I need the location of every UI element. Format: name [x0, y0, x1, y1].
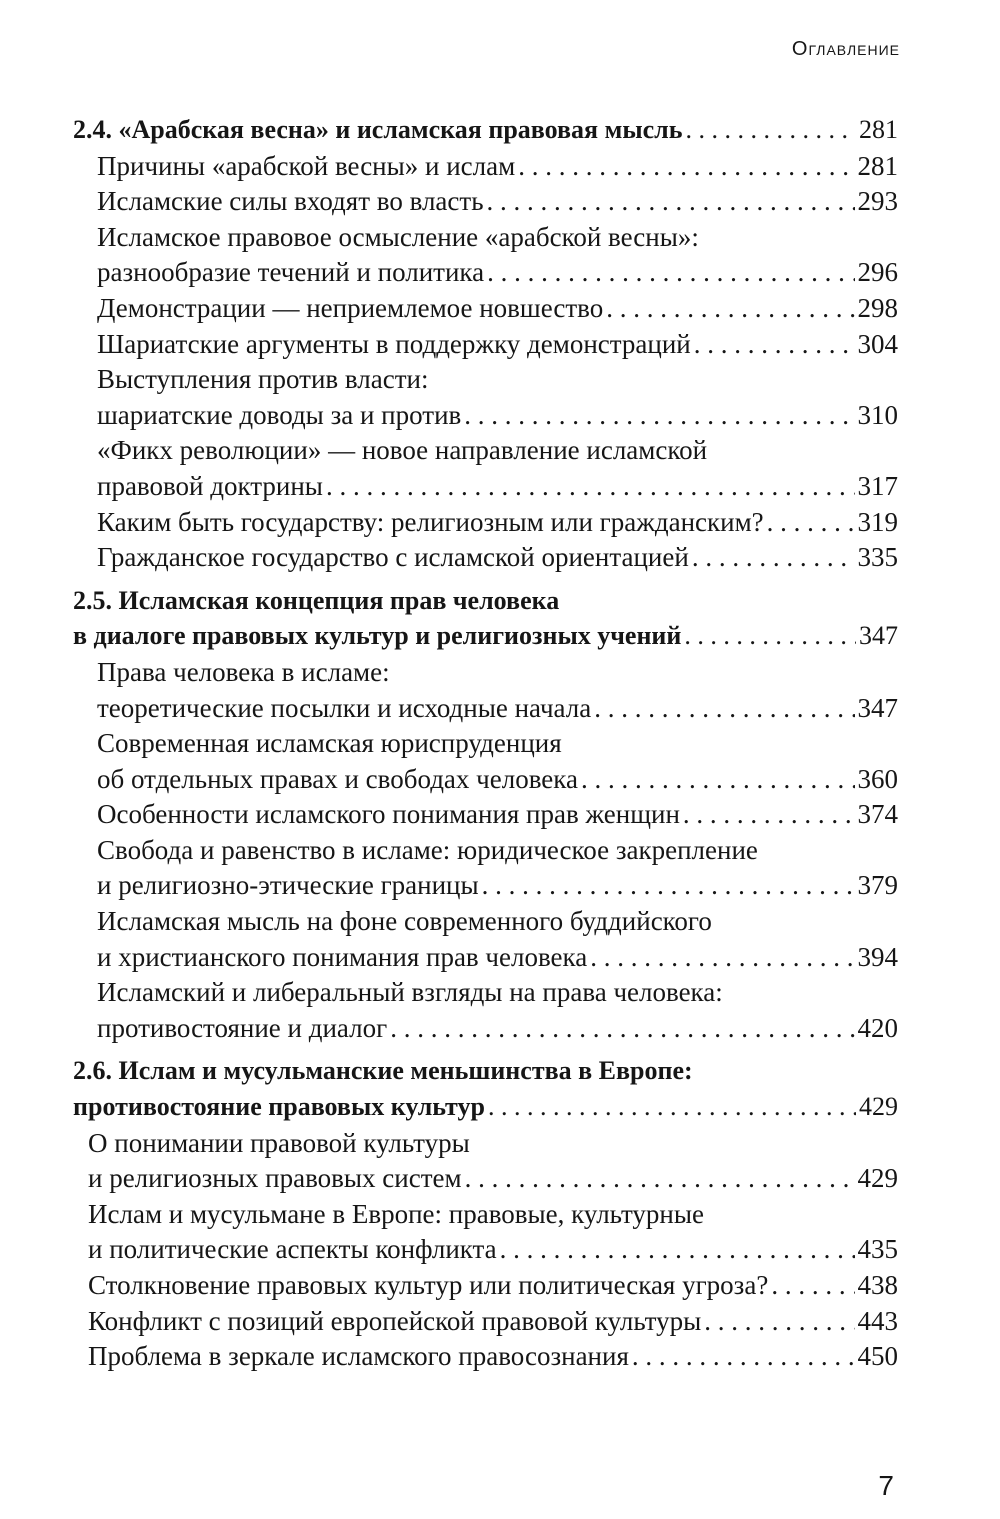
- toc-line: [0, 539, 1000, 575]
- entry-title-text: Гражданское государство с исламской ориентацией: [97, 542, 689, 573]
- toc-line: [0, 219, 1000, 255]
- toc-entry: [0, 796, 1000, 832]
- dot-leader: [500, 1231, 855, 1267]
- entry-title-text: Права человека в исламе:: [97, 656, 390, 687]
- entry-title-text: Проблема в зеркале исламского правосознания: [88, 1341, 629, 1372]
- toc-line: [0, 1231, 1000, 1267]
- page-ref: 293: [857, 186, 898, 217]
- dot-leader: [684, 618, 856, 654]
- page-ref: 310: [857, 399, 898, 430]
- toc-line-content: [97, 690, 898, 726]
- dot-leader: [464, 397, 854, 433]
- page-ref: 429: [859, 1092, 898, 1122]
- toc-line-content: [73, 112, 898, 148]
- toc-entry: [0, 219, 1000, 290]
- toc-line: [0, 725, 1000, 761]
- dot-leader: [487, 183, 855, 219]
- dot-leader: [704, 1303, 854, 1339]
- toc-line: [0, 1053, 1000, 1089]
- toc-entry: [0, 1303, 1000, 1339]
- dot-leader: [390, 1010, 854, 1046]
- page-ref: 429: [857, 1163, 898, 1194]
- entry-title-text: и религиозно-этические границы: [97, 870, 479, 901]
- toc-line: [0, 974, 1000, 1010]
- entry-title-text: Ислам и мусульмане в Европе: правовые, культурные: [88, 1198, 704, 1229]
- entry-title-text: теоретические посылки и исходные начала: [97, 692, 592, 723]
- toc-line-content: [97, 254, 898, 290]
- toc-line-content: [97, 654, 390, 690]
- running-head: Оглавление: [791, 38, 900, 60]
- entry-title-text: об отдельных правах и свободах человека: [97, 763, 578, 794]
- entry-title-text: и политические аспекты конфликта: [88, 1234, 497, 1265]
- section-title-text: 2.5. Исламская концепция прав человека: [73, 585, 560, 615]
- toc-line: [0, 432, 1000, 468]
- toc-line: [0, 1267, 1000, 1303]
- toc-line: [0, 1010, 1000, 1046]
- toc-line: [0, 504, 1000, 540]
- toc-entry: [0, 361, 1000, 432]
- entry-title-text: шариатские доводы за и против: [97, 399, 462, 430]
- section-title-text: в диалоге правовых культур и религиозных учений: [73, 621, 682, 651]
- entry-title-text: Свобода и равенство в исламе: юридическое закрепление: [97, 834, 758, 865]
- toc-line: [0, 654, 1000, 690]
- page-ref: 298: [857, 292, 898, 323]
- toc-entry: [0, 1338, 1000, 1374]
- entry-title-text: правовой доктрины: [97, 470, 323, 501]
- toc-line: [0, 761, 1000, 797]
- section-title-text: 2.4. «Арабская весна» и исламская правовая мысль: [73, 115, 683, 144]
- toc-line-content: [97, 796, 898, 832]
- dot-leader: [683, 796, 855, 832]
- entry-title-text: Исламское правовое осмысление «арабской весны»:: [97, 221, 699, 252]
- page-ref: 374: [857, 799, 898, 830]
- dot-leader: [326, 468, 855, 504]
- section-title-text: 2.6. Ислам и мусульманские меньшинства в Европе:: [73, 1056, 693, 1086]
- entry-title-text: и христианского понимания прав человека: [97, 941, 588, 972]
- toc-line-content: [97, 725, 562, 761]
- dot-leader: [518, 148, 854, 184]
- toc-entry: [0, 725, 1000, 796]
- toc-line-content: [97, 939, 898, 975]
- entry-title-text: Выступления против власти:: [97, 364, 429, 395]
- toc-line-content: [97, 326, 898, 362]
- toc-line: [0, 1089, 1000, 1125]
- section-heading: [0, 583, 1000, 654]
- toc-line-content: [97, 867, 898, 903]
- entry-title-text: Современная исламская юриспруденция: [97, 728, 562, 759]
- section-gap: [0, 575, 1000, 583]
- dot-leader: [482, 867, 855, 903]
- toc-line: [0, 583, 1000, 619]
- dot-leader: [632, 1338, 855, 1374]
- entry-title-text: Причины «арабской весны» и ислам: [97, 150, 516, 181]
- page-ref: 347: [859, 621, 898, 651]
- toc-line-content: [97, 539, 898, 575]
- toc-line-content: [88, 1231, 898, 1267]
- toc-entry: [0, 504, 1000, 540]
- toc-line: [0, 903, 1000, 939]
- table-of-contents: [0, 112, 1000, 1374]
- page-ref: 335: [857, 542, 898, 573]
- toc-entry: [0, 1196, 1000, 1267]
- toc-line-content: [97, 974, 723, 1010]
- section-heading: [0, 1053, 1000, 1124]
- section-heading: [0, 112, 1000, 148]
- entry-title-text: О понимании правовой культуры: [88, 1127, 470, 1158]
- page-ref: 317: [857, 470, 898, 501]
- toc-line-content: [97, 903, 712, 939]
- dot-leader: [767, 504, 855, 540]
- entry-title-text: Конфликт с позиций европейской правовой культуры: [88, 1305, 702, 1336]
- toc-line: [0, 618, 1000, 654]
- dot-leader: [771, 1267, 854, 1303]
- toc-line-content: [88, 1267, 898, 1303]
- entry-title-text: Каким быть государству: религиозным или гражданским?: [97, 506, 764, 537]
- entry-title-text: Демонстрации — неприемлемое новшество: [97, 292, 604, 323]
- toc-line-content: [97, 432, 707, 468]
- dot-leader: [606, 290, 854, 326]
- toc-entry: [0, 974, 1000, 1045]
- toc-entry: [0, 654, 1000, 725]
- toc-line: [0, 1160, 1000, 1196]
- entry-title-text: Исламский и либеральный взгляды на права человека:: [97, 977, 723, 1008]
- toc-entry: [0, 432, 1000, 503]
- entry-title-text: и религиозных правовых систем: [88, 1163, 462, 1194]
- toc-line-content: [97, 290, 898, 326]
- page-ref: 438: [857, 1270, 898, 1300]
- toc-line: [0, 1303, 1000, 1339]
- toc-line: [0, 361, 1000, 397]
- toc-line-content: [97, 761, 898, 797]
- dot-leader: [487, 254, 854, 290]
- dot-leader: [581, 761, 855, 797]
- toc-line-content: [97, 361, 428, 397]
- toc-line-content: [88, 1160, 898, 1196]
- toc-line-content: [97, 148, 898, 184]
- toc-entry: [0, 1267, 1000, 1303]
- toc-entry: [0, 148, 1000, 184]
- toc-line-content: [73, 1053, 693, 1089]
- toc-line-content: [88, 1338, 898, 1374]
- dot-leader: [488, 1089, 856, 1125]
- page-ref: 281: [857, 150, 898, 181]
- toc-line: [0, 112, 1000, 148]
- dot-leader: [594, 690, 854, 726]
- toc-line: [0, 326, 1000, 362]
- entry-title-text: Шариатские аргументы в поддержку демонстраций: [97, 328, 691, 359]
- page-ref: 394: [857, 941, 898, 972]
- dot-leader: [686, 112, 857, 148]
- toc-line: [0, 397, 1000, 433]
- page-ref: 347: [857, 692, 898, 723]
- toc-line: [0, 468, 1000, 504]
- toc-line-content: [88, 1196, 704, 1232]
- toc-line: [0, 1125, 1000, 1161]
- toc-line-content: [97, 183, 898, 219]
- toc-entry: [0, 183, 1000, 219]
- toc-line: [0, 1196, 1000, 1232]
- toc-line: [0, 939, 1000, 975]
- dot-leader: [590, 939, 854, 975]
- toc-line-content: [97, 1010, 898, 1046]
- toc-line: [0, 254, 1000, 290]
- toc-entry: [0, 290, 1000, 326]
- toc-entry: [0, 539, 1000, 575]
- toc-line-content: [73, 1089, 898, 1125]
- page-ref: 420: [857, 1012, 898, 1043]
- page-ref: 435: [857, 1234, 898, 1265]
- toc-line: [0, 1338, 1000, 1374]
- toc-entry: [0, 1125, 1000, 1196]
- toc-line-content: [97, 219, 699, 255]
- toc-entry: [0, 326, 1000, 362]
- page-ref: 304: [857, 328, 898, 359]
- toc-line-content: [73, 583, 559, 619]
- toc-line: [0, 796, 1000, 832]
- section-gap: [0, 1045, 1000, 1053]
- section-title-text: противостояние правовых культур: [73, 1092, 485, 1122]
- toc-line-content: [88, 1303, 898, 1339]
- page-ref: 443: [857, 1305, 898, 1336]
- entry-title-text: Столкновение правовых культур или политическая угроза?: [88, 1270, 769, 1300]
- entry-title-text: «Фикх революции» — новое направление исламской: [97, 435, 708, 466]
- page-ref: 379: [857, 870, 898, 901]
- dot-leader: [465, 1160, 855, 1196]
- page-ref: 360: [857, 763, 898, 794]
- entry-title-text: Исламская мысль на фоне современного буддийского: [97, 906, 712, 937]
- toc-entry: [0, 903, 1000, 974]
- toc-line: [0, 832, 1000, 868]
- toc-line-content: [97, 468, 898, 504]
- toc-entry: [0, 832, 1000, 903]
- page-ref: 281: [859, 115, 898, 144]
- entry-title-text: Особенности исламского понимания прав женщин: [97, 799, 680, 830]
- dot-leader: [694, 326, 855, 362]
- entry-title-text: противостояние и диалог: [97, 1012, 388, 1043]
- toc-line: [0, 690, 1000, 726]
- toc-line: [0, 867, 1000, 903]
- entry-title-text: разнообразие течений и политика: [97, 257, 485, 288]
- toc-line-content: [97, 832, 758, 868]
- page-ref: 319: [857, 506, 898, 537]
- page-ref: 296: [857, 257, 898, 288]
- toc-line: [0, 290, 1000, 326]
- toc-line-content: [97, 397, 898, 433]
- toc-line-content: [73, 618, 898, 654]
- toc-line: [0, 183, 1000, 219]
- toc-line: [0, 148, 1000, 184]
- entry-title-text: Исламские силы входят во власть: [97, 186, 484, 217]
- dot-leader: [692, 539, 855, 575]
- toc-line-content: [97, 504, 898, 540]
- toc-line-content: [88, 1125, 470, 1161]
- page-ref: 450: [857, 1341, 898, 1372]
- page-number: 7: [878, 1470, 894, 1501]
